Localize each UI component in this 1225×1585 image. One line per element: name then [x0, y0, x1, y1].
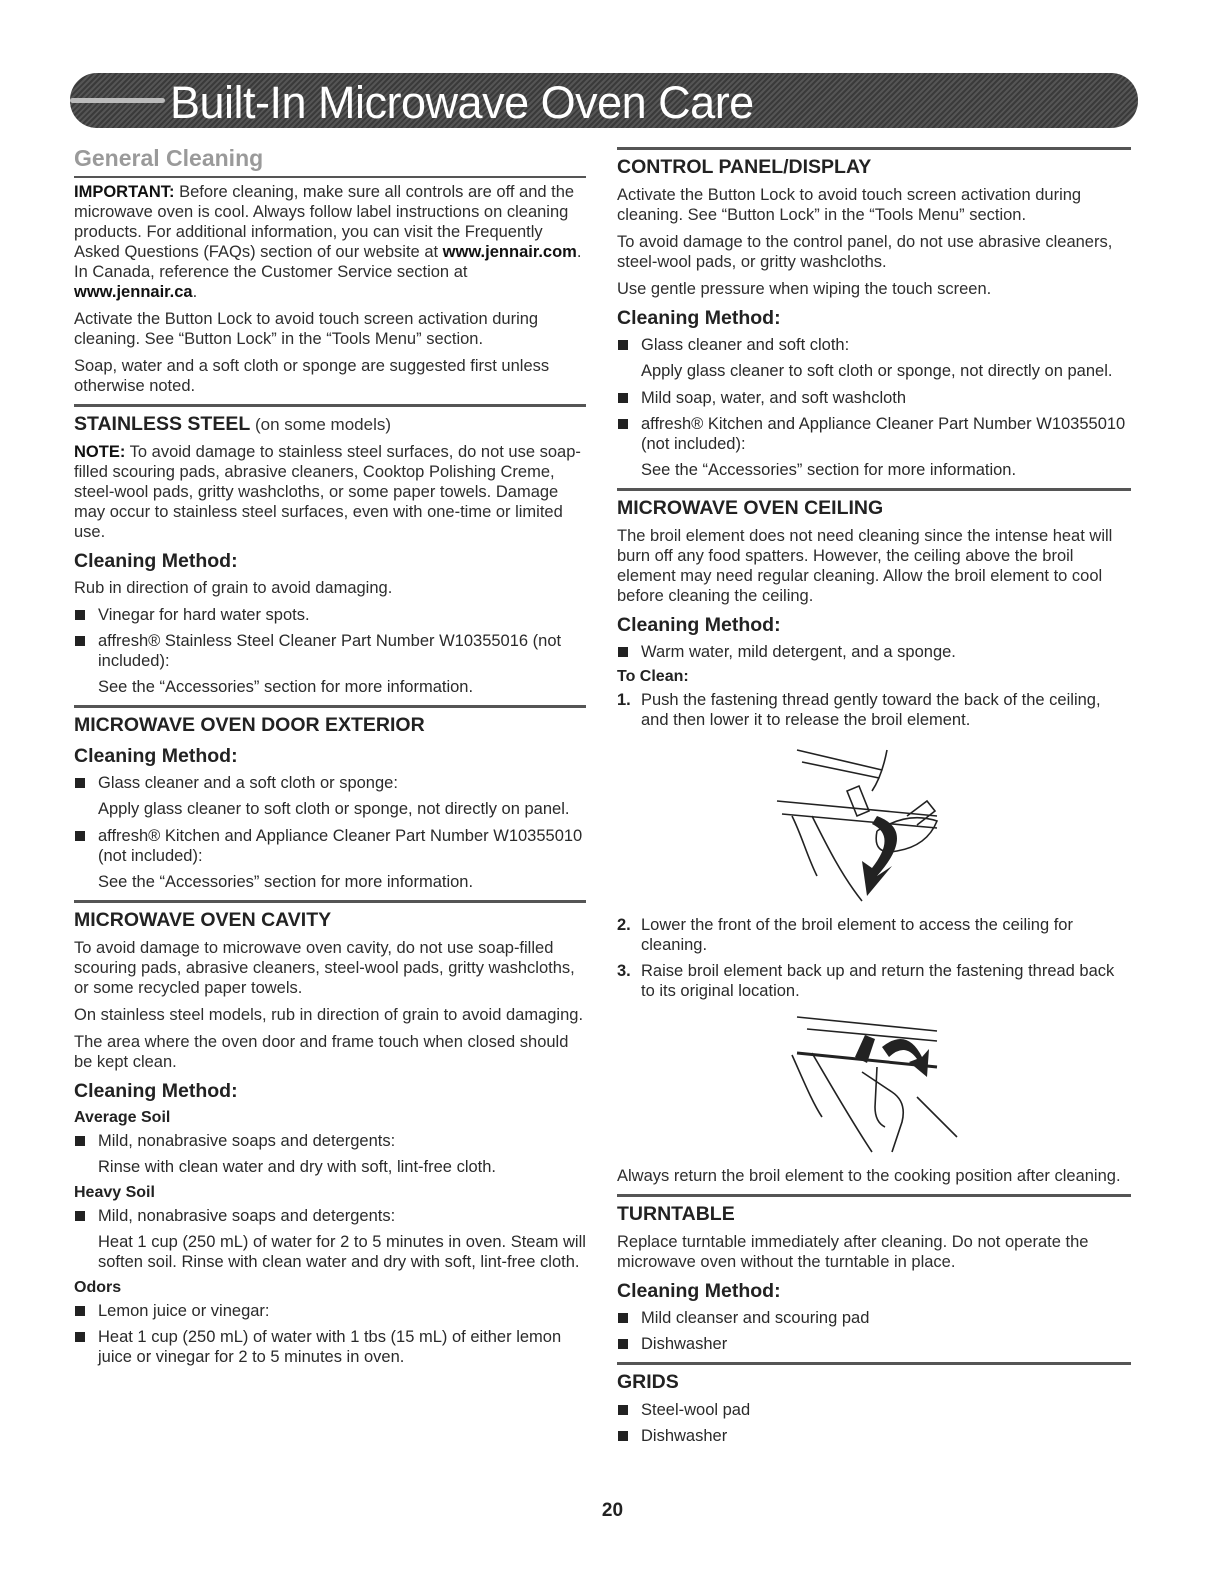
section-title: GRIDS	[617, 1371, 679, 1393]
section-title: CONTROL PANEL/DISPLAY	[617, 156, 872, 178]
list-item: Warm water, mild detergent, and a sponge.	[617, 642, 1131, 662]
list-item: Mild soap, water, and soft washcloth	[617, 388, 1131, 408]
oven-cavity-section	[74, 900, 586, 1367]
important-paragraph: IMPORTANT: Before cleaning, make sure all controls are off and the microwave oven is cool. Always follow label instructions on cleaning products. For additional information, you can visit the Frequently Asked Questions (FAQs) section of our website at www.jennair.com. In Canada, reference the Customer Service section at www.jennair.ca.	[74, 183, 582, 301]
cleaning-method-heading: Cleaning Method:	[617, 614, 781, 636]
left-column	[74, 145, 586, 1373]
right-column	[617, 145, 1131, 1452]
list-item: Heat 1 cup (250 mL) of water with 1 tbs (15 mL) of either lemon juice or vinegar for 2 to 5 minutes in oven.	[74, 1327, 586, 1367]
cavity-paragraph: The area where the oven door and frame touch when closed should be kept clean.	[74, 1033, 569, 1071]
list-item: Dishwasher	[617, 1334, 1131, 1354]
list-item-note: See the “Accessories” section for more information.	[641, 461, 1017, 479]
page-number: 20	[601, 1500, 624, 1521]
list-item: Mild, nonabrasive soaps and detergents:	[74, 1131, 586, 1151]
button-lock-paragraph: Activate the Button Lock to avoid touch screen activation during cleaning. See “Button Lock” in the “Tools Menu” section.	[74, 310, 539, 348]
turntable-paragraph: Replace turntable immediately after cleaning. Do not operate the microwave oven without the turntable in place.	[617, 1233, 1089, 1271]
cavity-paragraph: To avoid damage to microwave oven cavity, do not use soap-filled scouring pads, abrasive cleaners, steel-wool pads, gritty washcloths, or some recycled paper towels.	[74, 939, 575, 997]
website-link[interactable]: www.jennair.com	[442, 243, 577, 261]
list-item-note: See the “Accessories” section for more information.	[98, 678, 474, 696]
average-soil-heading: Average Soil	[74, 1109, 171, 1126]
step-item: 2. Lower the front of the broil element to access the ceiling for cleaning.	[617, 916, 1073, 954]
section-title: TURNTABLE	[617, 1203, 735, 1225]
control-paragraph: Activate the Button Lock to avoid touch screen activation during cleaning. See “Button Lock” in the “Tools Menu” section.	[617, 186, 1082, 224]
heavy-soil-heading: Heavy Soil	[74, 1184, 155, 1201]
grids-section	[617, 1362, 1131, 1446]
list-item: affresh® Kitchen and Appliance Cleaner Part Number W10355010 (not included):	[617, 414, 1131, 454]
ceiling-after-paragraph: Always return the broil element to the cooking position after cleaning.	[617, 1167, 1121, 1185]
list-item: affresh® Stainless Steel Cleaner Part Number W10355016 (not included):	[74, 631, 586, 671]
section-title: MICROWAVE OVEN DOOR EXTERIOR	[74, 714, 425, 736]
odors-heading: Odors	[74, 1279, 122, 1296]
cavity-paragraph: On stainless steel models, rub in direction of grain to avoid damaging.	[74, 1006, 584, 1024]
page-banner	[70, 73, 1138, 128]
control-panel-section	[617, 147, 1131, 480]
list-item: Vinegar for hard water spots.	[74, 605, 586, 625]
cleaning-method-heading: Cleaning Method:	[617, 1280, 781, 1302]
to-clean-heading: To Clean:	[617, 668, 689, 685]
list-item: Glass cleaner and soft cloth:	[617, 335, 1131, 355]
list-item: Glass cleaner and a soft cloth or sponge:	[74, 773, 586, 793]
list-item-note: Apply glass cleaner to soft cloth or sponge, not directly on panel.	[98, 800, 570, 818]
stainless-steel-section	[74, 404, 586, 697]
website-ca-link[interactable]: www.jennair.ca	[74, 283, 193, 301]
control-paragraph: To avoid damage to the control panel, do not use abrasive cleaners, steel-wool pads, or gritty washcloths.	[617, 233, 1113, 271]
list-item: Mild cleanser and scouring pad	[617, 1308, 1131, 1328]
note-paragraph: NOTE: To avoid damage to stainless steel surfaces, do not use soap-filled scouring pads, abrasive cleaners, Cooktop Polishing Creme, steel-wool pads, gritty washcloths, or some paper towels. Damage may occur to stainless steel surfaces, even with one-time or limited use.	[74, 443, 581, 541]
cleaning-method-heading: Cleaning Method:	[617, 307, 781, 329]
list-item-note: Heat 1 cup (250 mL) of water for 2 to 5 minutes in oven. Steam will soften soil. Rinse with clean water and dry with soft, lint-free cloth.	[98, 1233, 586, 1271]
step-item: 1. Push the fastening thread gently toward the back of the ceiling, and then lower it to release the broil element.	[617, 691, 1101, 729]
general-cleaning-heading: General Cleaning	[74, 145, 586, 178]
cleaning-method-heading: Cleaning Method:	[74, 550, 238, 572]
cleaning-method-heading: Cleaning Method:	[74, 745, 238, 767]
section-title: MICROWAVE OVEN CAVITY	[74, 909, 332, 931]
cleaning-method-heading: Cleaning Method:	[74, 1080, 238, 1102]
section-title: MICROWAVE OVEN CEILING	[617, 497, 884, 519]
turntable-section	[617, 1194, 1131, 1354]
rub-paragraph: Rub in direction of grain to avoid damaging.	[74, 579, 393, 597]
broil-release-illustration	[617, 736, 1131, 909]
list-item: Mild, nonabrasive soaps and detergents:	[74, 1206, 586, 1226]
list-item: Dishwasher	[617, 1426, 1131, 1446]
step-item: 3. Raise broil element back up and return the fastening thread back to its original location.	[617, 962, 1115, 1000]
control-paragraph: Use gentle pressure when wiping the touch screen.	[617, 280, 992, 298]
ceiling-paragraph: The broil element does not need cleaning since the intense heat will burn off any food spatters. However, the ceiling above the broil element may need regular cleaning. Allow the broil element to cool before cleaning the ceiling.	[617, 527, 1113, 605]
list-item: Lemon juice or vinegar:	[74, 1301, 586, 1321]
list-item-note: See the “Accessories” section for more information.	[98, 873, 474, 891]
section-title: STAINLESS STEEL (on some models)	[74, 413, 392, 435]
soap-paragraph: Soap, water and a soft cloth or sponge are suggested first unless otherwise noted.	[74, 357, 550, 395]
banner-lead-line	[70, 98, 165, 103]
list-item: Steel-wool pad	[617, 1400, 1131, 1420]
list-item: affresh® Kitchen and Appliance Cleaner Part Number W10355010 (not included):	[74, 826, 586, 866]
list-item-note: Rinse with clean water and dry with soft, lint-free cloth.	[98, 1158, 497, 1176]
broil-return-illustration	[617, 1007, 1131, 1160]
door-exterior-section	[74, 705, 586, 892]
oven-ceiling-section	[617, 488, 1131, 1186]
list-item-note: Apply glass cleaner to soft cloth or sponge, not directly on panel.	[641, 362, 1113, 380]
page-title: Built-In Microwave Oven Care	[170, 77, 754, 128]
